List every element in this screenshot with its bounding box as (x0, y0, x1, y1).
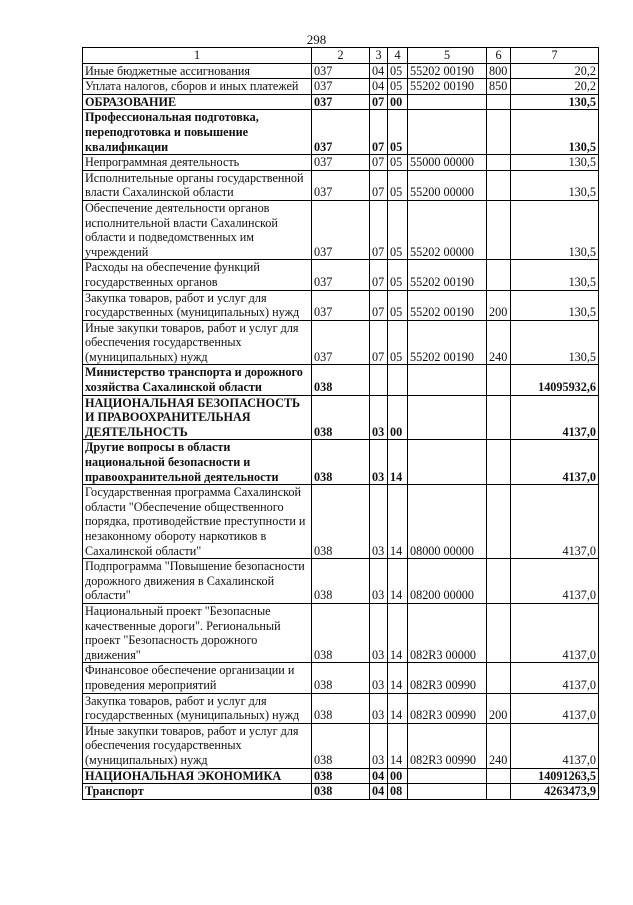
amount-cell: 4137,0 (511, 723, 599, 768)
amount-cell: 4137,0 (511, 440, 599, 485)
subsection-cell: 14 (388, 663, 408, 693)
section-cell (370, 365, 388, 395)
amount-cell: 4137,0 (511, 663, 599, 693)
expense-type-cell: 850 (487, 79, 511, 95)
subsection-cell: 05 (388, 200, 408, 259)
ministry-code-cell: 038 (312, 693, 370, 723)
ministry-code-cell: 038 (312, 485, 370, 559)
item-name-cell: Закупка товаров, работ и услуг для государственных (муниципальных) нужд (83, 693, 312, 723)
table-row (83, 94, 599, 110)
target-article-cell: 55202 00190 (408, 260, 487, 290)
expense-type-cell (487, 94, 511, 110)
item-name-cell: Финансовое обеспечение организации и проведения мероприятий (83, 663, 312, 693)
page-number: 298 (306, 32, 327, 47)
item-name-cell: Непрограммная деятельность (83, 155, 312, 171)
ministry-code-cell: 038 (312, 440, 370, 485)
section-cell: 03 (370, 603, 388, 662)
item-name-cell: Министерство транспорта и дорожного хозяйства Сахалинской области (83, 365, 312, 395)
section-cell: 03 (370, 663, 388, 693)
item-name-cell: НАЦИОНАЛЬНАЯ БЕЗОПАСНОСТЬ И ПРАВООХРАНИТЕЛЬНАЯ ДЕЯТЕЛЬНОСТЬ (83, 395, 312, 440)
table-row (83, 79, 599, 95)
target-article-cell (408, 110, 487, 155)
amount-cell: 4137,0 (511, 485, 599, 559)
item-name-cell: Исполнительные органы государственной власти Сахалинской области (83, 170, 312, 200)
subsection-cell: 05 (388, 63, 408, 79)
section-cell: 03 (370, 723, 388, 768)
item-name-cell: Иные бюджетные ассигнования (83, 63, 312, 79)
table-row (83, 768, 599, 784)
expense-type-cell (487, 260, 511, 290)
table-row (83, 440, 599, 485)
target-article-cell: 082R3 00990 (408, 693, 487, 723)
expense-type-cell: 240 (487, 320, 511, 365)
ministry-code-cell: 037 (312, 63, 370, 79)
subsection-cell: 05 (388, 320, 408, 365)
amount-cell: 130,5 (511, 155, 599, 171)
amount-cell: 20,2 (511, 63, 599, 79)
subsection-cell: 00 (388, 768, 408, 784)
subsection-cell: 14 (388, 603, 408, 662)
amount-cell: 4137,0 (511, 693, 599, 723)
target-article-cell: 55202 00190 (408, 79, 487, 95)
amount-cell: 4137,0 (511, 603, 599, 662)
table-body (83, 63, 599, 799)
section-cell: 07 (370, 320, 388, 365)
subsection-cell: 05 (388, 170, 408, 200)
expense-type-cell (487, 395, 511, 440)
section-cell: 03 (370, 559, 388, 604)
target-article-cell: 08000 00000 (408, 485, 487, 559)
amount-cell: 130,5 (511, 320, 599, 365)
table-row (83, 784, 599, 800)
header-cell: 6 (487, 48, 511, 64)
header-row (83, 48, 599, 64)
amount-cell: 20,2 (511, 79, 599, 95)
amount-cell: 4263473,9 (511, 784, 599, 800)
item-name-cell: Иные закупки товаров, работ и услуг для обеспечения государственных (муниципальных) нужд (83, 723, 312, 768)
target-article-cell (408, 395, 487, 440)
target-article-cell: 55000 00000 (408, 155, 487, 171)
item-name-cell: Профессиональная подготовка, переподготовка и повышение квалификации (83, 110, 312, 155)
ministry-code-cell: 037 (312, 200, 370, 259)
section-cell: 04 (370, 784, 388, 800)
expense-type-cell (487, 768, 511, 784)
table-row (83, 663, 599, 693)
ministry-code-cell: 038 (312, 768, 370, 784)
ministry-code-cell: 037 (312, 79, 370, 95)
header-cell: 4 (388, 48, 408, 64)
amount-cell: 14091263,5 (511, 768, 599, 784)
subsection-cell (388, 365, 408, 395)
ministry-code-cell: 038 (312, 603, 370, 662)
ministry-code-cell: 038 (312, 663, 370, 693)
subsection-cell: 05 (388, 110, 408, 155)
expense-type-cell (487, 200, 511, 259)
section-cell: 03 (370, 395, 388, 440)
section-cell: 07 (370, 110, 388, 155)
item-name-cell: Подпрограмма "Повышение безопасности дорожного движения в Сахалинской области" (83, 559, 312, 604)
amount-cell: 130,5 (511, 110, 599, 155)
section-cell: 07 (370, 260, 388, 290)
item-name-cell: Национальный проект "Безопасные качественные дороги". Региональный проект "Безопасность дорожного движения" (83, 603, 312, 662)
subsection-cell: 05 (388, 260, 408, 290)
expense-type-cell (487, 110, 511, 155)
subsection-cell: 05 (388, 79, 408, 95)
target-article-cell: 082R3 00990 (408, 663, 487, 693)
target-article-cell: 55202 00190 (408, 320, 487, 365)
item-name-cell: Обеспечение деятельности органов исполнительной власти Сахалинской области и подведомственных им учреждений (83, 200, 312, 259)
header-cell: 3 (370, 48, 388, 64)
ministry-code-cell: 037 (312, 170, 370, 200)
header-cell: 7 (511, 48, 599, 64)
subsection-cell: 00 (388, 395, 408, 440)
table-row (83, 320, 599, 365)
amount-cell: 130,5 (511, 260, 599, 290)
ministry-code-cell: 037 (312, 110, 370, 155)
expense-type-cell: 800 (487, 63, 511, 79)
target-article-cell (408, 94, 487, 110)
expense-type-cell (487, 365, 511, 395)
section-cell: 03 (370, 485, 388, 559)
subsection-cell: 14 (388, 723, 408, 768)
budget-table (82, 47, 599, 800)
amount-cell: 130,5 (511, 290, 599, 320)
table-row (83, 110, 599, 155)
table-row (83, 63, 599, 79)
item-name-cell: Иные закупки товаров, работ и услуг для обеспечения государственных (муниципальных) нужд (83, 320, 312, 365)
item-name-cell: Другие вопросы в области национальной безопасности и правоохранительной деятельности (83, 440, 312, 485)
target-article-cell (408, 440, 487, 485)
header-cell: 1 (83, 48, 312, 64)
table-row (83, 485, 599, 559)
item-name-cell: Государственная программа Сахалинской области "Обеспечение общественного порядка, противодействие преступности и незаконному обороту наркотиков в Сахалинской области" (83, 485, 312, 559)
expense-type-cell (487, 155, 511, 171)
table-row (83, 559, 599, 604)
ministry-code-cell: 037 (312, 155, 370, 171)
amount-cell: 14095932,6 (511, 365, 599, 395)
section-cell: 07 (370, 170, 388, 200)
subsection-cell: 05 (388, 290, 408, 320)
item-name-cell: НАЦИОНАЛЬНАЯ ЭКОНОМИКА (83, 768, 312, 784)
expense-type-cell (487, 663, 511, 693)
expense-type-cell: 240 (487, 723, 511, 768)
amount-cell: 4137,0 (511, 395, 599, 440)
ministry-code-cell: 038 (312, 395, 370, 440)
expense-type-cell: 200 (487, 693, 511, 723)
table-row (83, 693, 599, 723)
ministry-code-cell: 038 (312, 559, 370, 604)
ministry-code-cell: 037 (312, 320, 370, 365)
item-name-cell: ОБРАЗОВАНИЕ (83, 94, 312, 110)
subsection-cell: 14 (388, 440, 408, 485)
ministry-code-cell: 037 (312, 290, 370, 320)
target-article-cell (408, 768, 487, 784)
section-cell: 04 (370, 63, 388, 79)
section-cell: 04 (370, 79, 388, 95)
ministry-code-cell: 038 (312, 784, 370, 800)
table-row (83, 723, 599, 768)
subsection-cell: 14 (388, 693, 408, 723)
section-cell: 07 (370, 290, 388, 320)
target-article-cell: 08200 00000 (408, 559, 487, 604)
expense-type-cell (487, 440, 511, 485)
target-article-cell (408, 784, 487, 800)
table-row (83, 603, 599, 662)
item-name-cell: Закупка товаров, работ и услуг для государственных (муниципальных) нужд (83, 290, 312, 320)
amount-cell: 130,5 (511, 200, 599, 259)
section-cell: 04 (370, 768, 388, 784)
target-article-cell: 55202 00190 (408, 290, 487, 320)
expense-type-cell (487, 784, 511, 800)
table-row (83, 155, 599, 171)
ministry-code-cell: 037 (312, 94, 370, 110)
ministry-code-cell: 037 (312, 260, 370, 290)
section-cell: 07 (370, 155, 388, 171)
target-article-cell: 082R3 00990 (408, 723, 487, 768)
header-cell: 2 (312, 48, 370, 64)
table-row (83, 365, 599, 395)
table-row (83, 260, 599, 290)
item-name-cell: Уплата налогов, сборов и иных платежей (83, 79, 312, 95)
table-row (83, 170, 599, 200)
expense-type-cell (487, 485, 511, 559)
subsection-cell: 00 (388, 94, 408, 110)
table-row (83, 200, 599, 259)
section-cell: 03 (370, 693, 388, 723)
subsection-cell: 08 (388, 784, 408, 800)
table-row (83, 290, 599, 320)
amount-cell: 4137,0 (511, 559, 599, 604)
ministry-code-cell: 038 (312, 365, 370, 395)
header-cell: 5 (408, 48, 487, 64)
item-name-cell: Расходы на обеспечение функций государственных органов (83, 260, 312, 290)
ministry-code-cell: 038 (312, 723, 370, 768)
expense-type-cell: 200 (487, 290, 511, 320)
expense-type-cell (487, 170, 511, 200)
subsection-cell: 05 (388, 155, 408, 171)
subsection-cell: 14 (388, 559, 408, 604)
expense-type-cell (487, 603, 511, 662)
section-cell: 07 (370, 94, 388, 110)
expense-type-cell (487, 559, 511, 604)
amount-cell: 130,5 (511, 170, 599, 200)
target-article-cell: 55200 00000 (408, 170, 487, 200)
target-article-cell (408, 365, 487, 395)
item-name-cell: Транспорт (83, 784, 312, 800)
table-row (83, 395, 599, 440)
target-article-cell: 082R3 00000 (408, 603, 487, 662)
section-cell: 07 (370, 200, 388, 259)
target-article-cell: 55202 00000 (408, 200, 487, 259)
target-article-cell: 55202 00190 (408, 63, 487, 79)
section-cell: 03 (370, 440, 388, 485)
amount-cell: 130,5 (511, 94, 599, 110)
subsection-cell: 14 (388, 485, 408, 559)
